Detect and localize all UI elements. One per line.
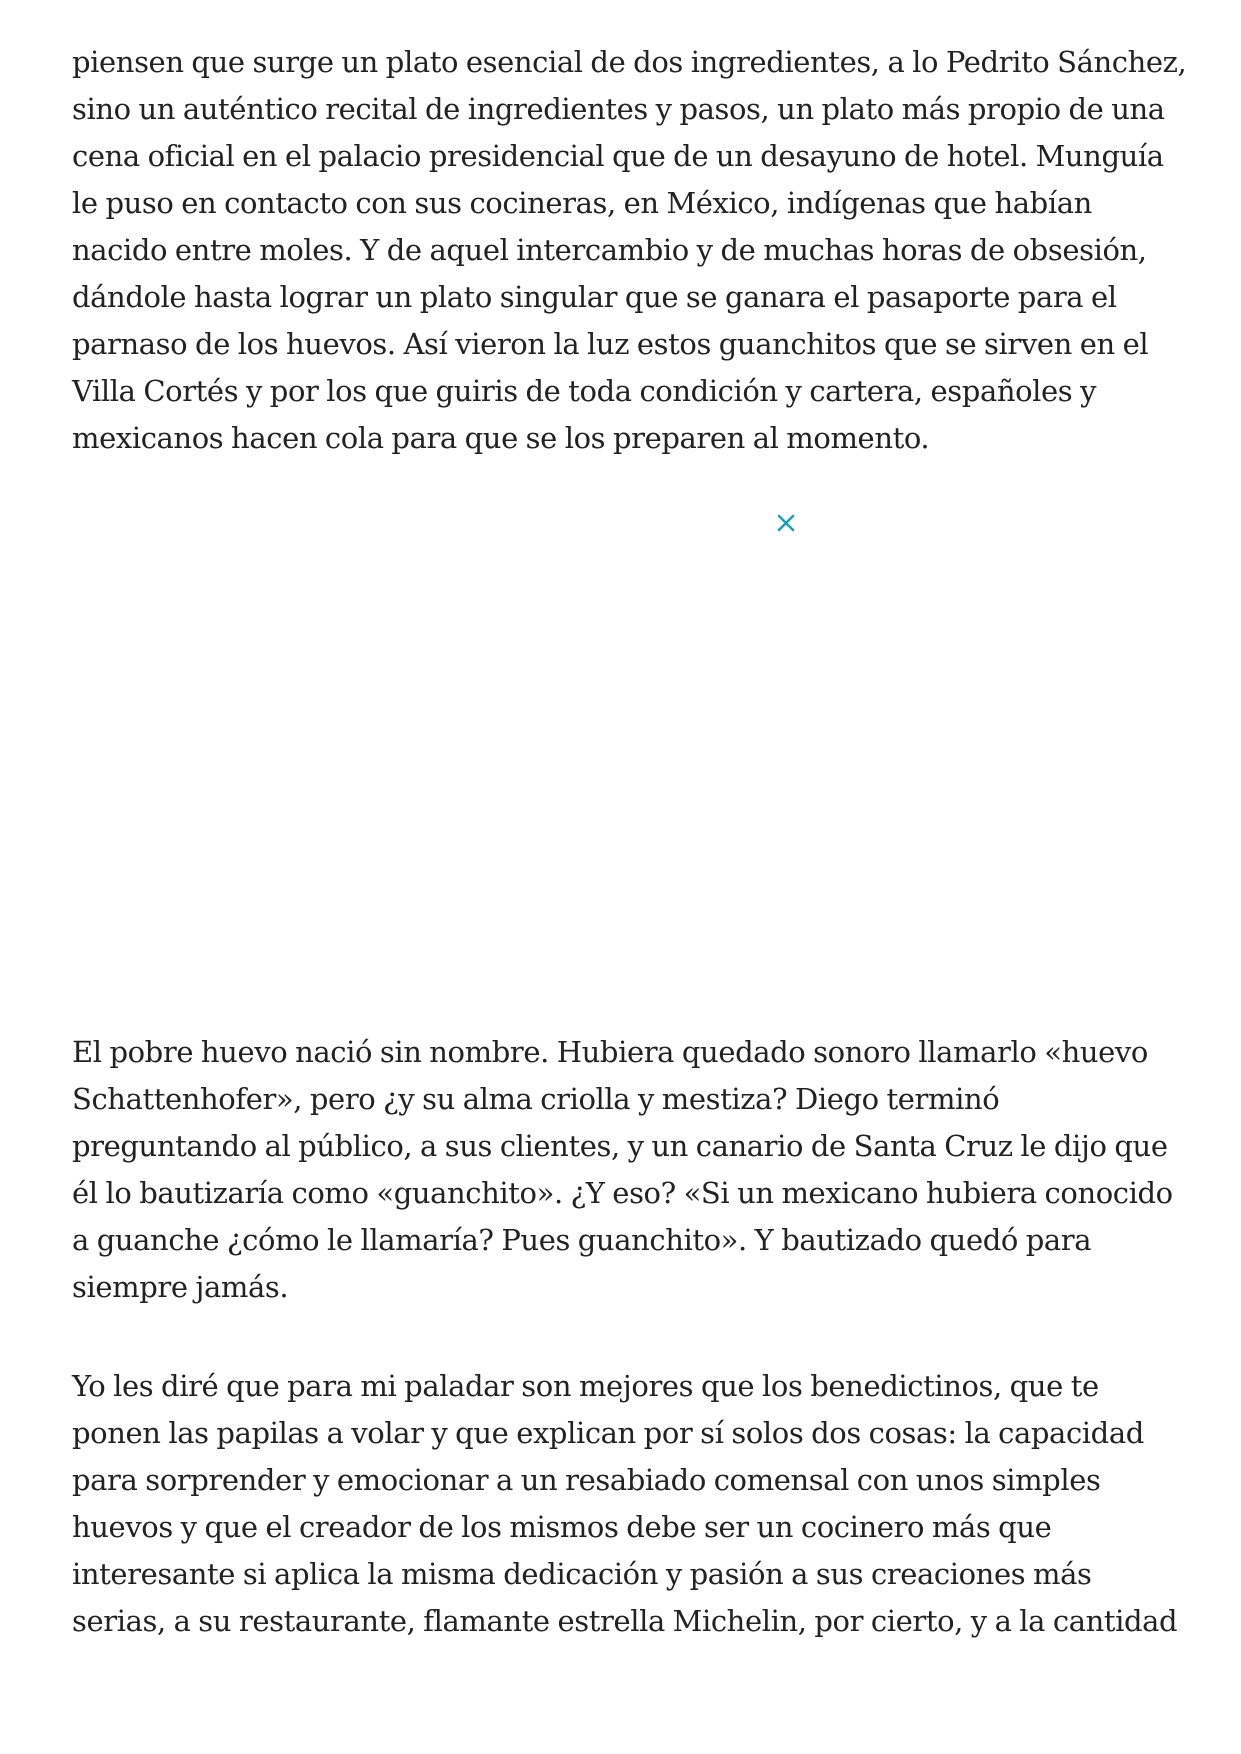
text-line: para sorprender y emocionar a un resabiado comensal con unos simples	[72, 1463, 1101, 1497]
close-icon	[774, 511, 798, 535]
text-line: serias, a su restaurante, flamante estrella Michelin, por cierto, y a la cantidad	[72, 1604, 1178, 1638]
text-line: preguntando al público, a sus clientes, y un canario de Santa Cruz le dijo que	[72, 1129, 1168, 1163]
text-line: interesante si aplica la misma dedicación y pasión a sus creaciones más	[72, 1557, 1092, 1591]
text-line: sino un auténtico recital de ingredientes y pasos, un plato más propio de una	[72, 92, 1165, 126]
ad-placeholder	[72, 500, 872, 980]
text-line: huevos y que el creador de los mismos debe ser un cocinero más que	[72, 1510, 1052, 1544]
ad-close-button[interactable]	[774, 511, 798, 535]
text-line: le puso en contacto con sus cocineras, en México, indígenas que habían	[72, 186, 1092, 220]
article-paragraph	[72, 1363, 1177, 1645]
text-line: Yo les diré que para mi paladar son mejores que los benedictinos, que te	[72, 1369, 1099, 1403]
article-paragraph	[72, 39, 1186, 462]
text-line: cena oficial en el palacio presidencial que de un desayuno de hotel. Munguía	[72, 139, 1164, 173]
text-line: ponen las papilas a volar y que explican por sí solos dos cosas: la capacidad	[72, 1416, 1144, 1450]
text-line: a guanche ¿cómo le llamaría? Pues guanchito». Y bautizado quedó para	[72, 1223, 1092, 1257]
text-line: siempre jamás.	[72, 1270, 289, 1304]
text-line: piensen que surge un plato esencial de dos ingredientes, a lo Pedrito Sánchez,	[72, 45, 1187, 79]
text-line: parnaso de los huevos. Así vieron la luz estos guanchitos que se sirven en el	[72, 327, 1149, 361]
text-line: Villa Cortés y por los que guiris de toda condición y cartera, españoles y	[72, 374, 1097, 408]
text-line: él lo bautizaría como «guanchito». ¿Y eso? «Si un mexicano hubiera conocido	[72, 1176, 1173, 1210]
article-paragraph	[72, 1029, 1173, 1311]
text-line: mexicanos hacen cola para que se los preparen al momento.	[72, 421, 930, 455]
text-line: nacido entre moles. Y de aquel intercambio y de muchas horas de obsesión,	[72, 233, 1147, 267]
text-line: Schattenhofer», pero ¿y su alma criolla y mestiza? Diego terminó	[72, 1082, 1000, 1116]
text-line: dándole hasta lograr un plato singular que se ganara el pasaporte para el	[72, 280, 1117, 314]
text-line: El pobre huevo nació sin nombre. Hubiera quedado sonoro llamarlo «huevo	[72, 1035, 1148, 1069]
